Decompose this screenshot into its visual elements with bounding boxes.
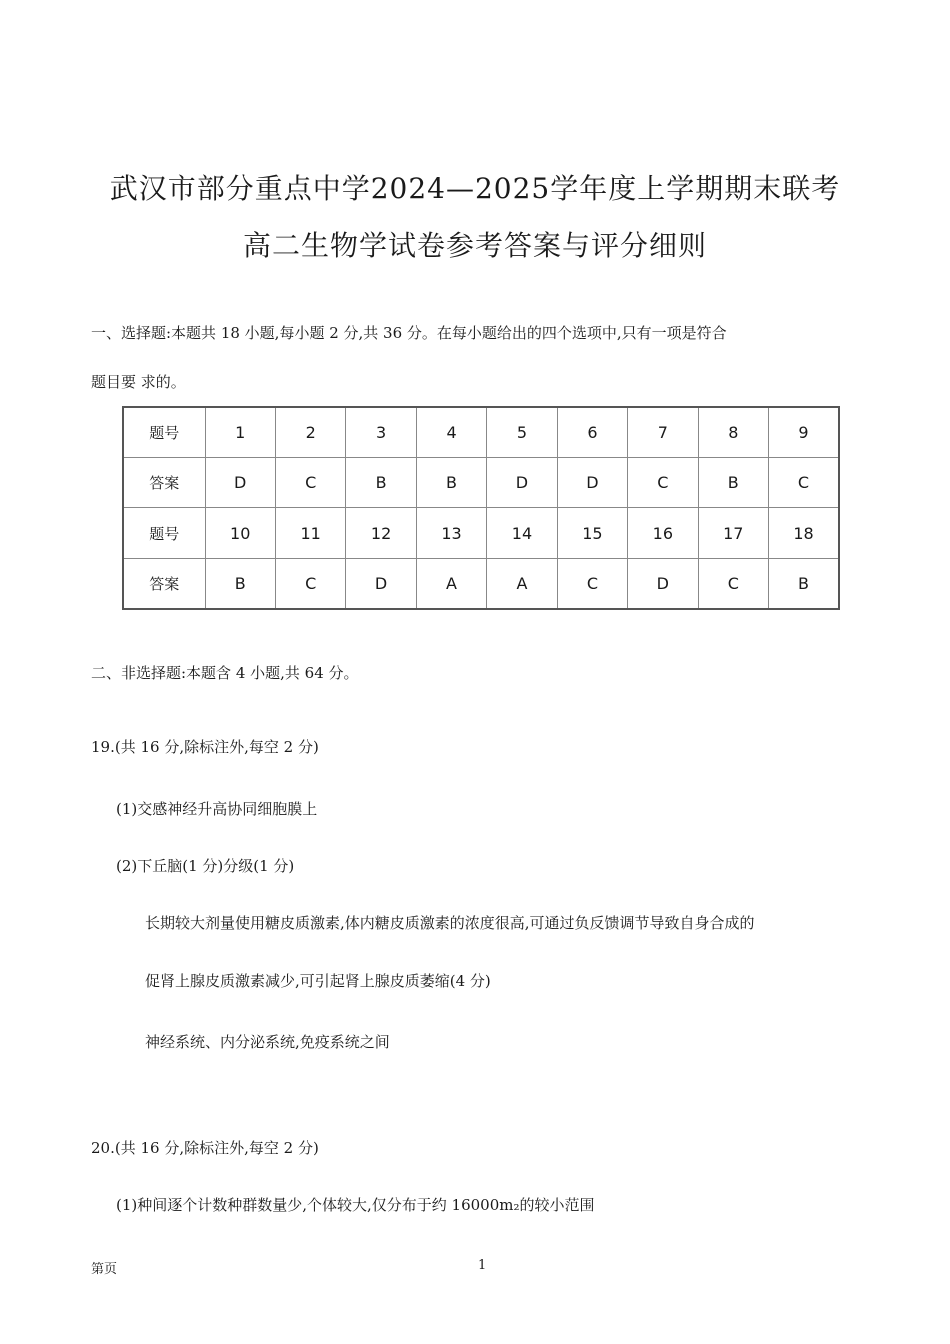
footer-page-label: 第页 <box>91 1262 118 1277</box>
row-label: 答案 <box>123 458 205 508</box>
answer-cell: 8 <box>698 407 768 458</box>
q19-answer-2: (2)下丘脑(1 分)分级(1 分) <box>116 857 295 875</box>
answer-table-row <box>123 407 839 458</box>
answer-cell: 14 <box>487 508 557 558</box>
section1-intro-line1: 一、选择题:本题共 18 小题,每小题 2 分,共 36 分。在每小题给出的四个选项中,只有一项是符合 <box>91 324 727 342</box>
answer-table-row <box>123 458 839 508</box>
answer-cell: 13 <box>416 508 486 558</box>
answer-cell: 6 <box>557 407 627 458</box>
q19-answer-1: (1)交感神经升高协同细胞膜上 <box>116 800 318 818</box>
answer-cell: 2 <box>275 407 345 458</box>
section1-intro-line2: 题目要 求的。 <box>91 373 186 391</box>
answer-cell: 3 <box>346 407 416 458</box>
q19-answer-3-line1: 长期较大剂量使用糖皮质激素,体内糖皮质激素的浓度很高,可通过负反馈调节导致自身合成的 <box>145 914 755 932</box>
q19-heading: 19.(共 16 分,除标注外,每空 2 分) <box>91 738 319 756</box>
answer-cell: D <box>557 458 627 508</box>
answer-cell: A <box>416 558 486 609</box>
answer-cell: C <box>557 558 627 609</box>
answer-cell: 15 <box>557 508 627 558</box>
answer-cell: C <box>769 458 840 508</box>
answer-cell: 16 <box>628 508 698 558</box>
row-label: 答案 <box>123 558 205 609</box>
q19-answer-4: 神经系统、内分泌系统,免疫系统之间 <box>145 1033 390 1051</box>
answer-cell: C <box>275 458 345 508</box>
answer-cell: B <box>698 458 768 508</box>
answer-cell: B <box>769 558 840 609</box>
answer-cell: 10 <box>205 508 275 558</box>
footer-page-number: 1 <box>478 1258 487 1273</box>
answer-cell: 4 <box>416 407 486 458</box>
answer-cell: C <box>275 558 345 609</box>
answer-cell: D <box>346 558 416 609</box>
answer-cell: B <box>416 458 486 508</box>
answer-cell: D <box>487 458 557 508</box>
answer-cell: D <box>205 458 275 508</box>
title-line-2: 高二生物学试卷参考答案与评分细则 <box>242 229 707 262</box>
answer-cell: 1 <box>205 407 275 458</box>
answer-cell: A <box>487 558 557 609</box>
row-label: 题号 <box>123 508 205 558</box>
answer-cell: B <box>346 458 416 508</box>
section2-intro: 二、非选择题:本题含 4 小题,共 64 分。 <box>91 664 359 682</box>
answer-cell: C <box>628 458 698 508</box>
answer-cell: 12 <box>346 508 416 558</box>
title-line-1: 武汉市部分重点中学2024—2025学年度上学期期末联考 <box>109 172 841 205</box>
answer-cell: D <box>628 558 698 609</box>
answer-cell: B <box>205 558 275 609</box>
q20-heading: 20.(共 16 分,除标注外,每空 2 分) <box>91 1139 319 1157</box>
answer-table-row <box>123 508 839 558</box>
q19-answer-3-line2: 促肾上腺皮质激素减少,可引起肾上腺皮质萎缩(4 分) <box>145 972 491 990</box>
answer-cell: 18 <box>769 508 840 558</box>
answer-cell: 7 <box>628 407 698 458</box>
answer-cell: 11 <box>275 508 345 558</box>
answer-cell: 9 <box>769 407 840 458</box>
answer-cell: 5 <box>487 407 557 458</box>
answer-table-row <box>123 558 839 609</box>
row-label: 题号 <box>123 407 205 458</box>
answer-cell: 17 <box>698 508 768 558</box>
q20-answer-1: (1)种间逐个计数种群数量少,个体较大,仅分布于约 16000m₂的较小范围 <box>116 1196 595 1214</box>
answer-table <box>122 406 840 610</box>
answer-cell: C <box>698 558 768 609</box>
